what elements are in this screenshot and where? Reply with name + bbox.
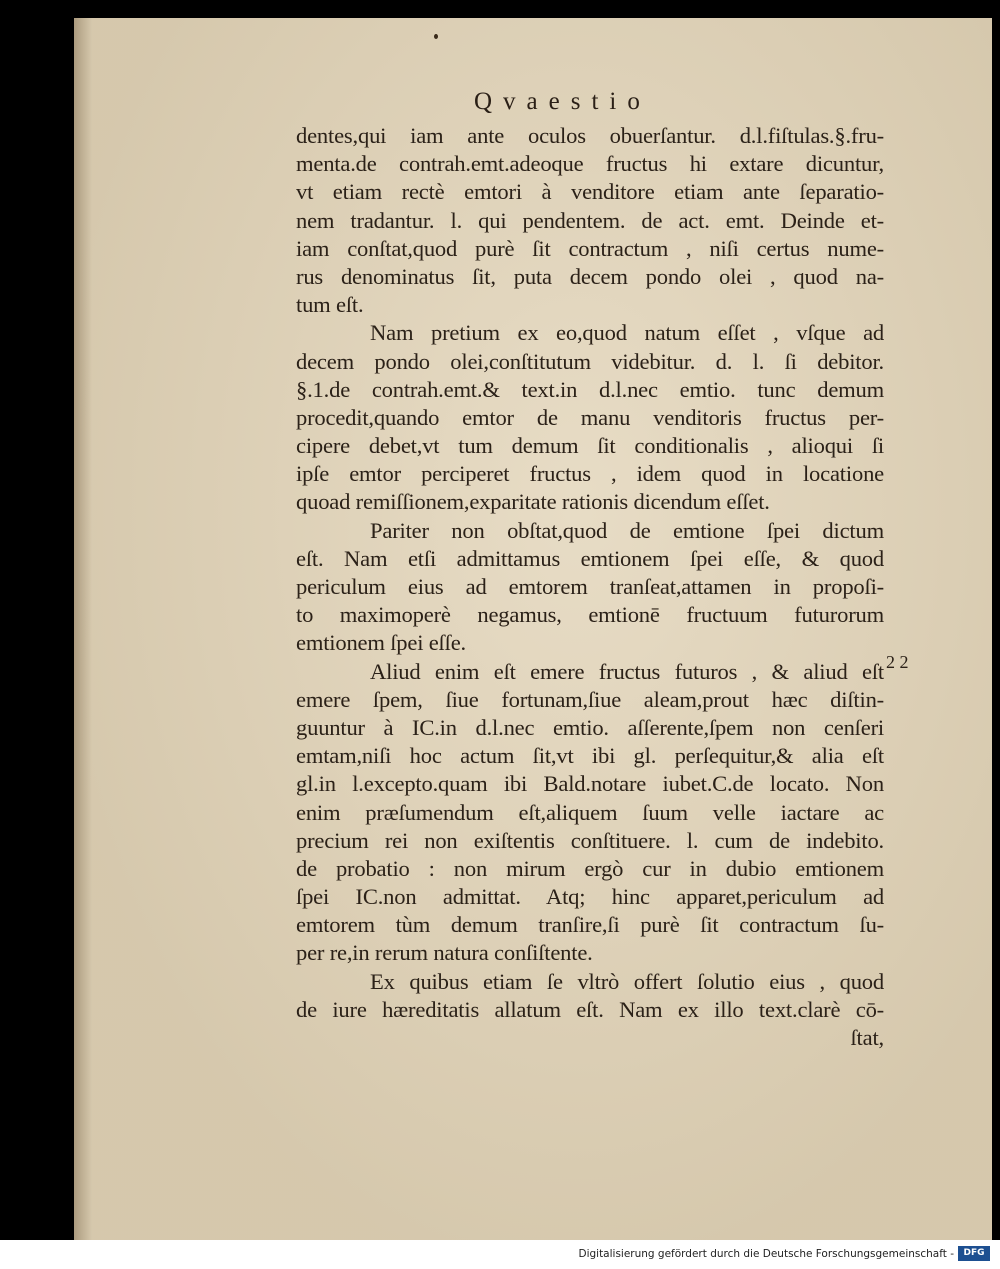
text-line: to maximoperè negamus, emtionē fructuum futurorum	[296, 602, 884, 628]
text-line: ipſe emtor perciperet fructus , idem quod in locatione	[296, 461, 884, 487]
text-line: nem tradantur. l. qui pendentem. de act. emt. Deinde et-	[296, 207, 884, 233]
text-line: de probatio : non mirum ergò cur in dubio emtionem	[296, 855, 884, 881]
text-line: precium rei non exiſtentis conſtituere. l. cum de indebito.	[296, 827, 884, 853]
text-line: emtionem ſpei eſſe.	[296, 630, 466, 656]
catchword: ſtat,	[850, 1025, 884, 1050]
text-line: enim præſumendum eſt,aliquem ſuum velle iactare ac	[296, 799, 884, 825]
text-line: periculum eius ad emtorem tranſeat,attamen in propoſi-	[296, 574, 884, 599]
text-line: Nam pretium ex eo,quod natum eſſet , vſque ad	[370, 320, 884, 346]
text-line: tum eſt.	[296, 292, 364, 318]
page-header: Qvaestio	[474, 88, 651, 115]
text-line: eſt. Nam etſi admittamus emtionem ſpei eſſe, & quod	[296, 545, 884, 571]
text-line: emere ſpem, ſiue fortunam,ſiue aleam,prout hæc diſtin-	[296, 686, 884, 712]
text-line: menta.de contrah.emt.adeoque fructus hi extare dicuntur,	[296, 151, 884, 177]
text-line: de iure hæreditatis allatum eſt. Nam ex illo text.clarè cō-	[296, 996, 884, 1022]
text-line: iam conſtat,quod purè ſit contractum , niſi certus nume-	[296, 235, 884, 261]
text-line: Aliud enim eſt emere fructus futuros , & aliud eſt	[370, 658, 884, 684]
ink-speck	[434, 34, 438, 39]
text-line: rus denominatus ſit, puta decem pondo olei , quod na-	[296, 263, 884, 289]
scanned-page	[74, 18, 992, 1240]
body-text	[296, 122, 884, 1052]
text-line: §.1.de contrah.emt.& text.in d.l.nec emtio. tunc demum	[296, 376, 884, 402]
footer-bar	[0, 1240, 1000, 1269]
text-line: Pariter non obſtat,quod de emtione ſpei dictum	[370, 517, 884, 543]
text-line: cipere debet,vt tum demum ſit conditionalis , alioqui ſi	[296, 433, 884, 459]
dfg-logo: DFG	[958, 1246, 990, 1261]
funding-credit: Digitalisierung gefördert durch die Deutsche Forschungsgemeinschaft -	[578, 1248, 954, 1260]
text-line: emtam,niſi hoc actum ſit,vt ibi gl. perſequitur,& alia eſt	[296, 743, 884, 769]
text-line: ſpei IC.non admittat. Atq; hinc apparet,periculum ad	[296, 884, 884, 910]
text-line: Ex quibus etiam ſe vltrò offert ſolutio eius , quod	[370, 968, 884, 994]
text-line: quoad remiſſionem,exparitate rationis dicendum eſſet.	[296, 489, 770, 515]
text-line: emtorem tùm demum tranſire,ſi purè ſit contractum ſu-	[296, 912, 884, 938]
text-line: gl.in l.excepto.quam ibi Bald.notare iubet.C.de locato. Non	[296, 771, 884, 797]
text-line: decem pondo olei,conſtitutum videbitur. d. l. ſi debitor.	[296, 348, 884, 374]
text-line: vt etiam rectè emtori à venditore etiam ante ſeparatio-	[296, 179, 884, 205]
text-line: dentes,qui iam ante oculos obuerſantur. d.l.fiſtulas.§.fru-	[296, 123, 884, 148]
margin-number: 2 2	[886, 652, 909, 672]
text-line: guuntur à IC.in d.l.nec emtio. aſſerente,ſpem non cenſeri	[296, 714, 884, 740]
text-line: procedit,quando emtor de manu venditoris fructus per-	[296, 404, 884, 430]
text-line: per re,in rerum natura conſiſtente.	[296, 940, 593, 966]
